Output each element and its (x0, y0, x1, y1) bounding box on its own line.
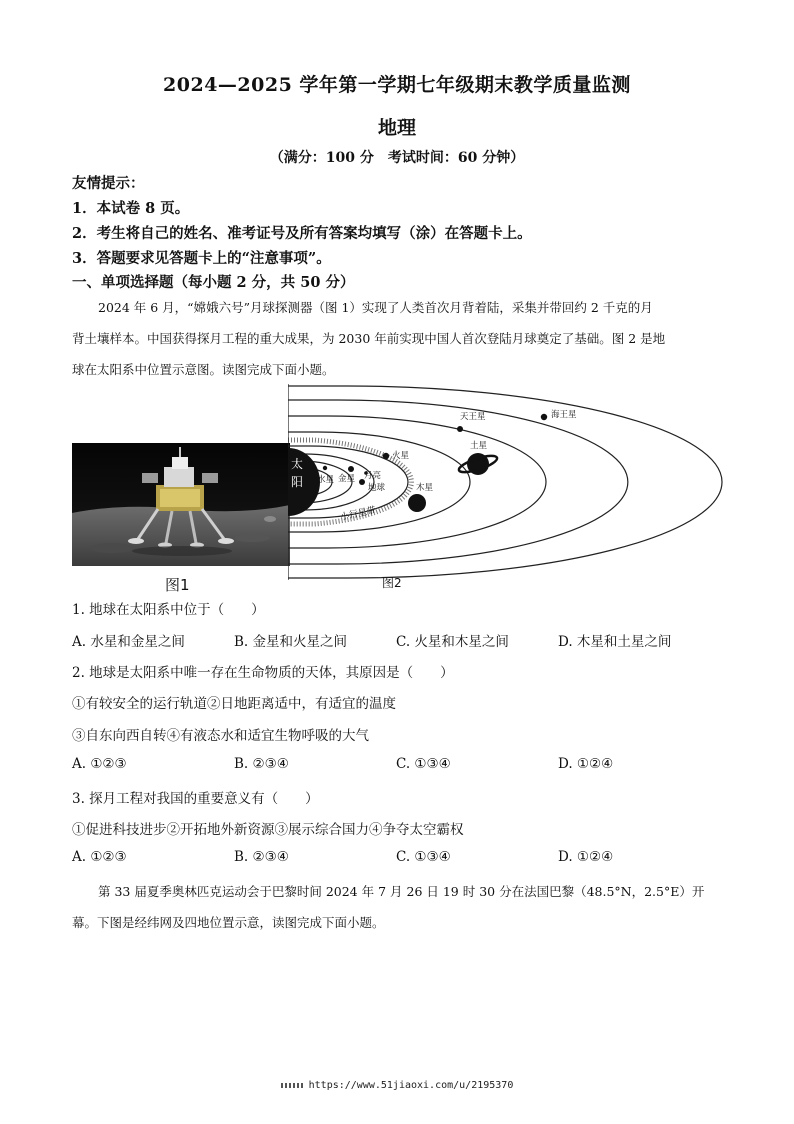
passage-2-line-2: 幕。下图是经纬网及四地位置示意，读图完成下面小题。 (72, 915, 385, 930)
question-3-stem: 3. 探月工程对我国的重要意义有（ ） (72, 791, 319, 807)
question-2-option-c: C. ①③④ (396, 756, 451, 772)
question-2-statement-1: ①有较安全的运行轨道②日地距离适中，有适宜的温度 (72, 696, 396, 712)
subject-title: 地理 (377, 117, 416, 139)
question-1-option-b: B. 金星和火星之间 (234, 634, 348, 650)
sun-label-1: 太 (291, 457, 304, 471)
exam-title: 2024—2025 学年第一学期七年级期末教学质量监测 (163, 74, 631, 96)
question-3-option-d: D. ①②④ (558, 849, 614, 865)
label-mars: 火星 (392, 451, 410, 461)
question-3-option-a: A. ①②③ (72, 849, 127, 865)
question-1-option-c: C. 火星和木星之间 (396, 634, 509, 650)
tip-item-2: 2．考生将自己的姓名、准考证号及所有答案均填写（涂）在答题卡上。 (72, 225, 532, 242)
tip-item-3: 3．答题要求见答题卡上的“注意事项”。 (72, 250, 331, 267)
passage-1-line-2: 背土壤样本。中国获得探月工程的重大成果，为 2030 年前实现中国人首次登陆月球奠定了基础。图 2 是地 (72, 331, 666, 346)
footer-url-text[interactable]: https://www.51jiaoxi.com/u/2195370 (308, 1080, 514, 1091)
solar-system-svg (288, 384, 724, 580)
figure-2-label: 图2 (382, 576, 402, 590)
score-info: （满分：100 分 考试时间：60 分钟） (269, 150, 525, 166)
passage-2-line-1: 第 33 届夏季奥林匹克运动会于巴黎时间 2024 年 7 月 26 日 19 时 30 分在法国巴黎（48.5°N，2.5°E）开 (98, 884, 705, 899)
lunar-lander-photo (72, 443, 290, 566)
question-2-option-d: D. ①②④ (558, 756, 614, 772)
label-saturn: 土星 (470, 441, 488, 451)
sun-label-2: 阳 (291, 475, 304, 489)
question-2-option-b: B. ②③④ (234, 756, 289, 772)
question-3-statement-1: ①促进科技进步②开拓地外新资源③展示综合国力④争夺太空霸权 (72, 822, 464, 838)
label-venus: 金星 (338, 474, 356, 484)
passage-1-line-1: 2024 年 6 月，“嫦娥六号”月球探测器（图 1）实现了人类首次月背着陆，采集并带回约 2 千克的月 (98, 300, 653, 315)
mercury (323, 466, 327, 470)
question-2-option-a: A. ①②③ (72, 756, 127, 772)
neptune (541, 414, 547, 420)
lunar-lander-illustration (72, 443, 290, 566)
jupiter (408, 494, 426, 512)
question-1-option-a: A. 水星和金星之间 (72, 634, 185, 650)
label-jupiter: 木星 (416, 483, 434, 493)
solar-system-diagram (288, 384, 724, 580)
label-moon: 月亮 (364, 471, 382, 481)
tip-item-1: 1．本试卷 8 页。 (72, 200, 190, 217)
figure-1-label: 图1 (165, 576, 190, 594)
footer-url[interactable] (0, 1080, 794, 1091)
label-asteroid-belt: 小行星带 (339, 505, 377, 523)
label-earth: 地球 (368, 483, 386, 493)
section-heading: 一、单项选择题（每小题 2 分，共 50 分） (72, 274, 355, 291)
label-mercury: 水星 (317, 475, 335, 485)
tips-heading: 友情提示： (72, 175, 145, 192)
watermark-glyphs (281, 1083, 303, 1088)
question-3-option-b: B. ②③④ (234, 849, 289, 865)
passage-1-line-3: 球在太阳系中位置示意图。读图完成下面小题。 (72, 362, 335, 377)
label-uranus: 天王星 (460, 412, 486, 422)
question-1-option-d: D. 木星和土星之间 (558, 634, 672, 650)
mars (383, 453, 389, 459)
question-1-stem: 1. 地球在太阳系中位于（ ） (72, 602, 265, 618)
question-2-statement-2: ③自东向西自转④有液态水和适宜生物呼吸的大气 (72, 728, 369, 744)
question-2-stem: 2. 地球是太阳系中唯一存在生命物质的天体，其原因是（ ） (72, 665, 454, 681)
uranus (457, 426, 463, 432)
venus (348, 466, 354, 472)
label-neptune: 海王星 (551, 410, 577, 420)
question-3-option-c: C. ①③④ (396, 849, 451, 865)
